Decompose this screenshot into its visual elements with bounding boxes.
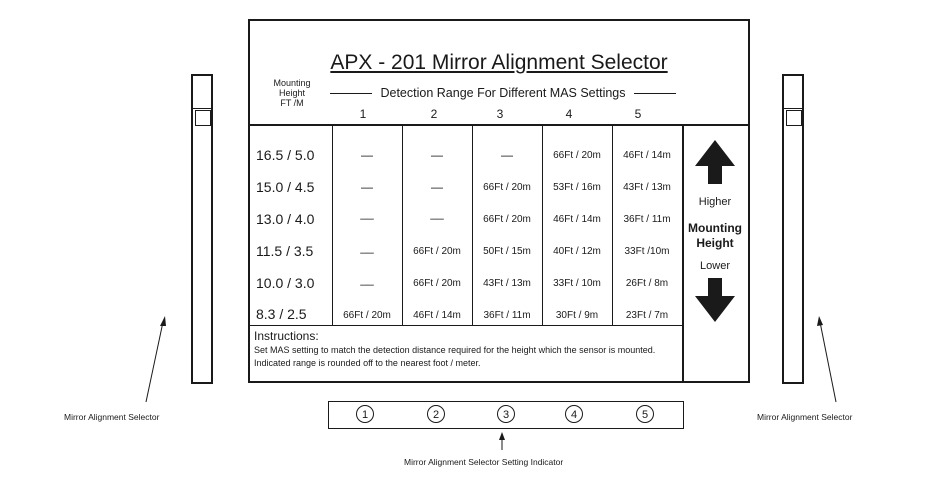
indicator-caption: Mirror Alignment Selector Setting Indicator bbox=[404, 457, 564, 467]
table-cell: 26Ft / 8m bbox=[625, 278, 669, 289]
table-cell: 43Ft / 13m bbox=[623, 182, 671, 193]
row-height-label: 16.5 / 5.0 bbox=[256, 147, 315, 163]
right-pointer-arrowhead bbox=[817, 316, 823, 326]
row-height-label: 11.5 / 3.5 bbox=[256, 243, 314, 259]
column-header-3: 3 bbox=[496, 107, 504, 121]
mounting-height-line-3: FT /M bbox=[280, 98, 304, 108]
row-height-label: 13.0 / 4.0 bbox=[256, 211, 315, 227]
row-height-label: 10.0 / 3.0 bbox=[256, 275, 315, 291]
column-header-2: 2 bbox=[430, 107, 438, 121]
table-cell: 33Ft /10m bbox=[624, 246, 670, 257]
chart-title: APX - 201 Mirror Alignment Selector bbox=[330, 51, 668, 74]
table-cell: 66Ft / 20m bbox=[483, 182, 531, 193]
table-cell: 33Ft / 10m bbox=[553, 278, 601, 289]
table-cell: — bbox=[361, 180, 373, 194]
table-cell: 30Ft / 9m bbox=[555, 310, 599, 321]
mounting-height-line-1: Mounting bbox=[273, 78, 311, 88]
setting-indicator-3: 3 bbox=[497, 405, 515, 423]
height-label: Height bbox=[696, 236, 734, 250]
right-caption: Mirror Alignment Selector bbox=[757, 412, 853, 422]
table-cell: 43Ft / 13m bbox=[483, 278, 531, 289]
table-cell: 66Ft / 20m bbox=[483, 214, 531, 225]
mounting-label: Mounting bbox=[688, 221, 742, 235]
table-cell: 23Ft / 7m bbox=[625, 310, 669, 321]
setting-indicator-1: 1 bbox=[356, 405, 374, 423]
row-height-label: 8.3 / 2.5 bbox=[256, 306, 307, 322]
left-pointer-line bbox=[146, 322, 163, 402]
table-cell: 66Ft / 20m bbox=[413, 246, 461, 257]
table-cell: — bbox=[431, 148, 443, 162]
table-cell: __ bbox=[360, 206, 374, 220]
table-cell: 46Ft / 14m bbox=[413, 310, 461, 321]
table-cell: 40Ft / 12m bbox=[553, 246, 601, 257]
table-cell: __ bbox=[360, 240, 374, 254]
mounting-height-line-2: Height bbox=[278, 88, 305, 98]
table-cell: — bbox=[431, 180, 443, 194]
column-header-5: 5 bbox=[634, 107, 642, 121]
right-pointer-line bbox=[820, 322, 836, 402]
instructions-line-2: Indicated range is rounded off to the nearest foot / meter. bbox=[254, 358, 481, 368]
table-cell: 66Ft / 20m bbox=[343, 310, 391, 321]
instructions-line-1: Set MAS setting to match the detection distance required for the height which the sensor is mounted. bbox=[254, 345, 656, 355]
table-cell: 50Ft / 15m bbox=[483, 246, 531, 257]
setting-indicator-2: 2 bbox=[427, 405, 445, 423]
lower-label: Lower bbox=[700, 260, 730, 272]
column-header-1: 1 bbox=[359, 107, 367, 121]
table-cell: __ bbox=[430, 206, 444, 220]
row-height-label: 15.0 / 4.5 bbox=[256, 179, 315, 195]
table-cell: 66Ft / 20m bbox=[413, 278, 461, 289]
table-cell: __ bbox=[360, 272, 374, 286]
indicator-pointer-arrowhead bbox=[499, 432, 505, 440]
setting-indicator-4: 4 bbox=[565, 405, 583, 423]
left-caption: Mirror Alignment Selector bbox=[64, 412, 160, 422]
subtitle-text: Detection Range For Different MAS Settings bbox=[380, 86, 626, 100]
table-cell: 53Ft / 16m bbox=[553, 182, 601, 193]
column-header-4: 4 bbox=[565, 107, 573, 121]
table-cell: 66Ft / 20m bbox=[553, 150, 601, 161]
setting-indicator-5: 5 bbox=[636, 405, 654, 423]
table-cell: — bbox=[361, 148, 373, 162]
table-cell: 46Ft / 14m bbox=[553, 214, 601, 225]
table-cell: 46Ft / 14m bbox=[623, 150, 671, 161]
table-cell: 36Ft / 11m bbox=[483, 310, 531, 321]
instructions-title: Instructions: bbox=[254, 329, 319, 343]
table-cell: 36Ft / 11m bbox=[623, 214, 671, 225]
higher-label: Higher bbox=[698, 196, 732, 208]
table-cell: — bbox=[501, 148, 513, 162]
left-pointer-arrowhead bbox=[160, 316, 166, 326]
